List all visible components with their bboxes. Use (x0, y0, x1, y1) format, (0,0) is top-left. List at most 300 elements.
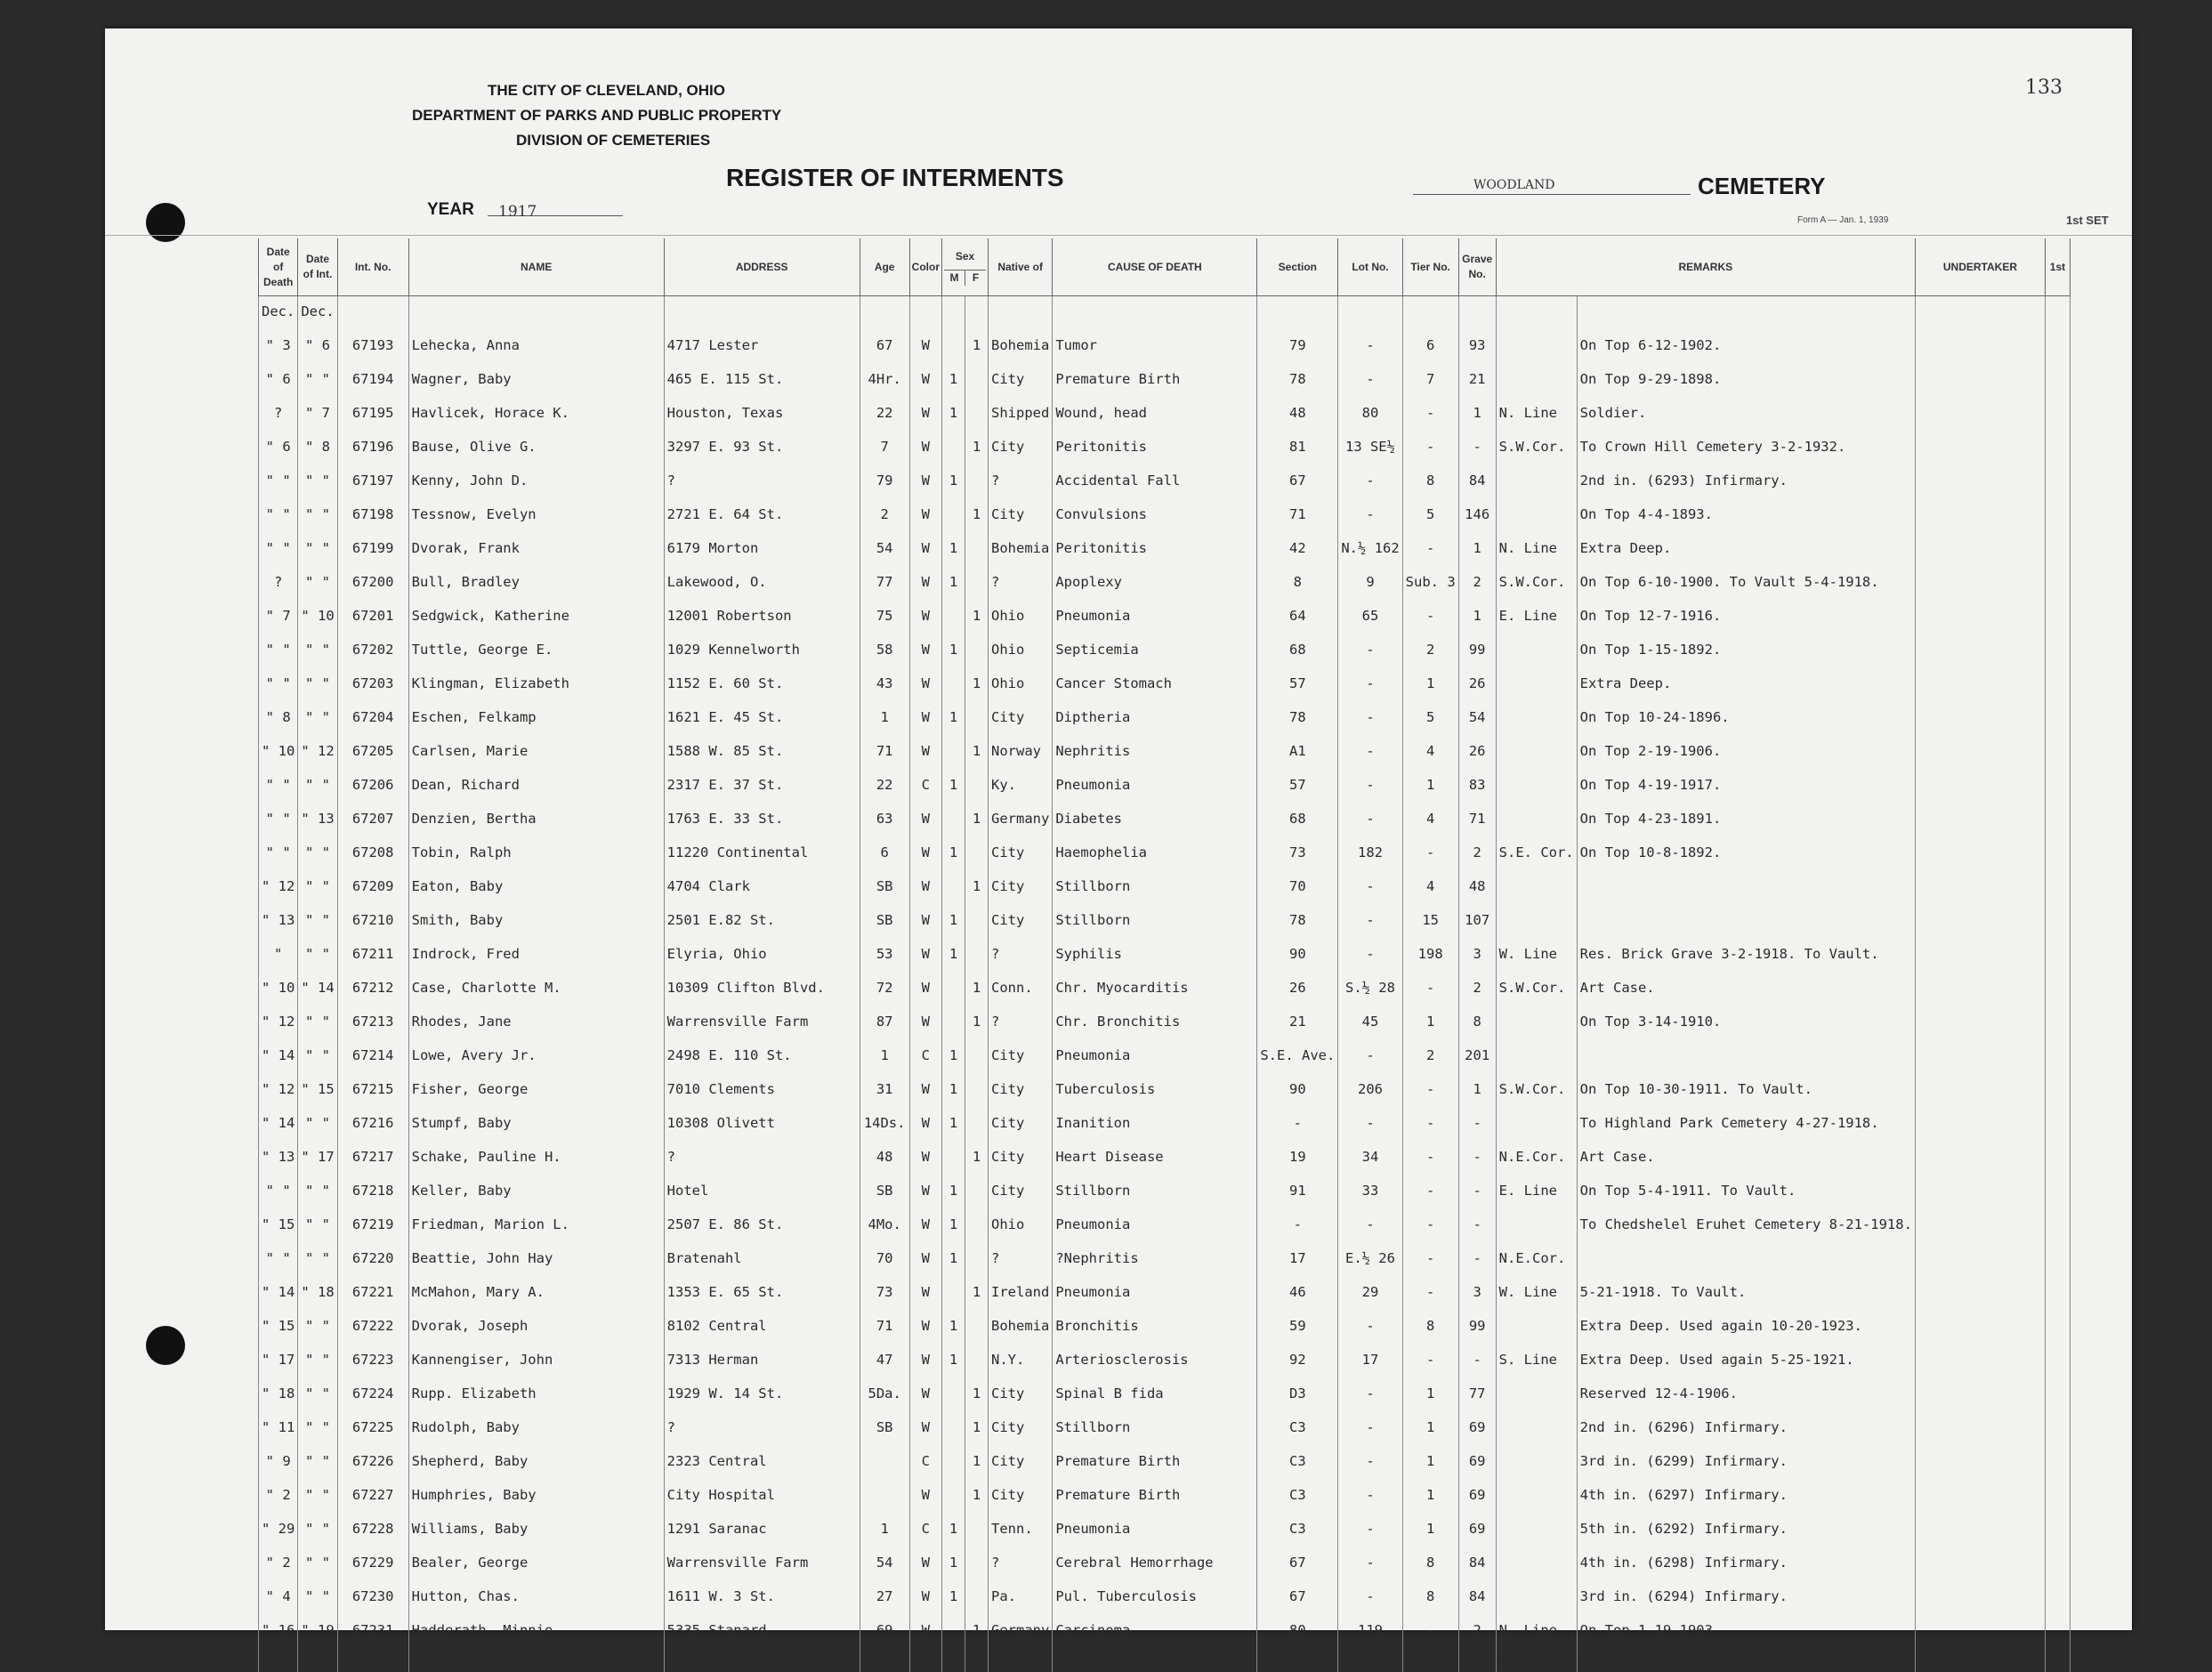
cell-date-of-death: " 4 (259, 1571, 298, 1604)
cell-extra (2045, 725, 2070, 759)
cell-undertaker (1915, 1165, 2045, 1199)
register-title: REGISTER OF INTERMENTS (726, 164, 1064, 192)
cell-sex-m (942, 1368, 965, 1401)
cell-remarks: 2nd in. (6296) Infirmary. (1577, 1401, 1915, 1435)
cell-sex-m (942, 1435, 965, 1469)
cell-tier-no: - (1402, 1199, 1458, 1232)
cell-undertaker (1915, 319, 2045, 353)
cell-lot-no: - (1338, 658, 1402, 691)
cell-sex-f (965, 1063, 989, 1097)
cell-remarks: Extra Deep. (1577, 658, 1915, 691)
cell-name: Williams, Baby (408, 1503, 664, 1537)
division-heading: DIVISION OF CEMETERIES (516, 132, 710, 149)
table-row (259, 1232, 2071, 1266)
cell-grave-no: 26 (1458, 725, 1496, 759)
cell-address: 10308 Olivett (664, 1097, 860, 1131)
cell-address: 5335 Stanard (664, 1604, 860, 1638)
table-row (259, 296, 2071, 320)
cell-color: C (909, 1030, 941, 1063)
cell-tier-no: 4 (1402, 793, 1458, 827)
cell-tier-no: - (1402, 1334, 1458, 1368)
cell-extra (2045, 1604, 2070, 1638)
cell-lot-no: - (1338, 455, 1402, 489)
cell-tier-no: 8 (1402, 455, 1458, 489)
cell-date-of-death: " " (259, 827, 298, 860)
cell-cause-of-death: Stillborn (1053, 1165, 1257, 1199)
cell-sex-m (942, 996, 965, 1030)
cell-cause-of-death: Pneumonia (1053, 1503, 1257, 1537)
cell-date-of-int: " " (298, 1537, 337, 1571)
year-label: YEAR (427, 200, 474, 220)
cell-name: Smith, Baby (408, 894, 664, 928)
cell-date-of-int: " " (298, 1199, 337, 1232)
cell-native-of: Pa. (989, 1571, 1053, 1604)
cell-sex-f (965, 1232, 989, 1266)
cell-undertaker (1915, 996, 2045, 1030)
cell-remarks: On Top 10-30-1911. To Vault. (1577, 1063, 1915, 1097)
cell-address: 1611 W. 3 St. (664, 1571, 860, 1604)
cell-section: 81 (1257, 421, 1338, 455)
cell-section (1257, 296, 1338, 320)
cell-section: 17 (1257, 1232, 1338, 1266)
cell-date-of-int: " " (298, 556, 337, 590)
cell-tier-no: 5 (1402, 489, 1458, 522)
cell-undertaker (1915, 894, 2045, 928)
cell-age: 31 (860, 1063, 909, 1097)
cell-int-no: 67224 (337, 1368, 408, 1401)
cell-grave-no: 3 (1458, 928, 1496, 962)
cell-cause-of-death: Bronchitis (1053, 1300, 1257, 1334)
cell-extra (2045, 455, 2070, 489)
cell-section: 59 (1257, 1300, 1338, 1334)
cell-native-of: Ky. (989, 759, 1053, 793)
cell-name: Hadderath, Minnie (408, 1604, 664, 1638)
cell-color: W (909, 353, 941, 387)
cell-date-of-death: " " (259, 1232, 298, 1266)
cell-lot-no: - (1338, 1435, 1402, 1469)
cell-cause-of-death: Premature Birth (1053, 1435, 1257, 1469)
cell-age: 1 (860, 691, 909, 725)
cell-remarks-location (1496, 1368, 1577, 1401)
cell-remarks-location (1496, 1199, 1577, 1232)
cell-remarks-location: N.E.Cor. (1496, 1232, 1577, 1266)
cell-undertaker (1915, 1571, 2045, 1604)
cell-date-of-int: " " (298, 1232, 337, 1266)
cell-grave-no: 48 (1458, 860, 1496, 894)
cell-age: 67 (860, 319, 909, 353)
table-row (259, 928, 2071, 962)
cell-age: 53 (860, 928, 909, 962)
cell-extra (2045, 658, 2070, 691)
cell-date-of-death: " 16 (259, 1604, 298, 1638)
cell-cause-of-death: Tuberculosis (1053, 1063, 1257, 1097)
cell-int-no: 67223 (337, 1334, 408, 1368)
cell-sex-f: 1 (965, 489, 989, 522)
cell-remarks: Extra Deep. Used again 5-25-1921. (1577, 1334, 1915, 1368)
binder-hole-bottom (146, 1326, 185, 1365)
cell-date-of-death: " 8 (259, 691, 298, 725)
cell-section: 26 (1257, 962, 1338, 996)
col-extra: 1st (2045, 238, 2070, 296)
cell-date-of-int: " " (298, 1334, 337, 1368)
cell-name: Rupp. Elizabeth (408, 1368, 664, 1401)
cell-remarks: On Top 12-7-1916. (1577, 590, 1915, 624)
cell-int-no: 67208 (337, 827, 408, 860)
cell-undertaker (1915, 489, 2045, 522)
cell-native-of: Ohio (989, 658, 1053, 691)
cell-remarks-location (1496, 1571, 1577, 1604)
cell-lot-no (1338, 296, 1402, 320)
cell-extra (2045, 827, 2070, 860)
cell-address: Bratenahl (664, 1232, 860, 1266)
cell-lot-no: - (1338, 860, 1402, 894)
cell-cause-of-death: Pneumonia (1053, 1266, 1257, 1300)
cell-extra (2045, 1266, 2070, 1300)
cell-tier-no: 15 (1402, 894, 1458, 928)
cell-grave-no: 77 (1458, 1368, 1496, 1401)
cell-sex-f (965, 1165, 989, 1199)
cell-extra (2045, 1571, 2070, 1604)
cell-grave-no: - (1458, 1097, 1496, 1131)
cell-lot-no: - (1338, 1199, 1402, 1232)
cell-date-of-death: " 29 (259, 1503, 298, 1537)
table-row (259, 860, 2071, 894)
col-sex-subheads (944, 270, 986, 286)
table-row (259, 1300, 2071, 1334)
cell-lot-no: - (1338, 1368, 1402, 1401)
cell-remarks-location: S. Line (1496, 1638, 1577, 1672)
cell-section: 67 (1257, 455, 1338, 489)
cell-name: Stumpf, Baby (408, 1097, 664, 1131)
cell-int-no: 67196 (337, 421, 408, 455)
cell-undertaker (1915, 590, 2045, 624)
cell-name: Case, Charlotte M. (408, 962, 664, 996)
cell-date-of-int: " " (298, 522, 337, 556)
cell-native-of: Bohemia (989, 319, 1053, 353)
cell-native-of: City (989, 353, 1053, 387)
table-row (259, 1571, 2071, 1604)
cell-remarks: On Top 5-4-1911. To Vault. (1577, 1165, 1915, 1199)
cell-name: Beattie, John Hay (408, 1232, 664, 1266)
cell-sex-m (942, 658, 965, 691)
cell-native-of: Ohio (989, 1199, 1053, 1232)
cell-color: C (909, 759, 941, 793)
cell-lot-no: - (1338, 1503, 1402, 1537)
cell-cause-of-death: Chr. Myocarditis (1053, 962, 1257, 996)
cell-date-of-int: " 17 (298, 1131, 337, 1165)
cell-tier-no: - (1402, 1604, 1458, 1638)
cell-tier-no: 8 (1402, 1537, 1458, 1571)
cell-address: 1029 Kennelworth (664, 624, 860, 658)
cell-section: C3 (1257, 1401, 1338, 1435)
cell-sex-f: 1 (965, 658, 989, 691)
cell-remarks: On Top 6-10-1900. To Vault 5-4-1918. (1577, 556, 1915, 590)
cell-extra (2045, 759, 2070, 793)
table-row (259, 1266, 2071, 1300)
cell-remarks-location (1496, 691, 1577, 725)
cell-tier-no: - (1402, 1266, 1458, 1300)
cell-undertaker (1915, 1435, 2045, 1469)
table-row (259, 962, 2071, 996)
cell-sex-m: 1 (942, 1063, 965, 1097)
cell-int-no: 67218 (337, 1165, 408, 1199)
cell-lot-no: 182 (1338, 827, 1402, 860)
cell-remarks: To Highland Park Cemetery 4-27-1918. (1577, 1097, 1915, 1131)
cell-lot-no: - (1338, 1469, 1402, 1503)
cemetery-underline (1413, 194, 1691, 195)
cell-date-of-int: " " (298, 353, 337, 387)
cell-date-of-int: " 10 (298, 590, 337, 624)
cell-date-of-death: " " (259, 1165, 298, 1199)
cell-name: Eaton, Baby (408, 860, 664, 894)
cell-sex-f (965, 1199, 989, 1232)
cell-undertaker (1915, 1063, 2045, 1097)
cell-remarks: On Top 4-23-1891. (1577, 793, 1915, 827)
cell-address: Warrensville Farm (664, 996, 860, 1030)
table-row (259, 1199, 2071, 1232)
col-remarks: REMARKS (1496, 238, 1915, 296)
cell-undertaker (1915, 1232, 2045, 1266)
cell-tier-no: 4 (1402, 725, 1458, 759)
table-row (259, 1537, 2071, 1571)
cell-section: 48 (1257, 387, 1338, 421)
cell-lot-no: 13 SE½ (1338, 421, 1402, 455)
cell-grave-no: - (1458, 1165, 1496, 1199)
cell-lot-no: - (1338, 1571, 1402, 1604)
cell-sex-m (942, 1604, 965, 1638)
cell-remarks: On Top 10-8-1892. (1577, 827, 1915, 860)
cell-tier-no: - (1402, 1063, 1458, 1097)
cell-tier-no: 4 (1402, 860, 1458, 894)
header-rule (105, 235, 2132, 236)
cell-color: W (909, 489, 941, 522)
cell-color: W (909, 1266, 941, 1300)
cell-date-of-death: " 13 (259, 894, 298, 928)
cell-extra (2045, 1097, 2070, 1131)
cell-name: Denzien, Bertha (408, 793, 664, 827)
cell-date-of-int: " " (298, 1368, 337, 1401)
cell-age: 5Da. (860, 1368, 909, 1401)
cell-color: W (909, 421, 941, 455)
cell-cause-of-death: Cerebral Hemorrhage (1053, 1537, 1257, 1571)
cell-date-of-int: " " (298, 860, 337, 894)
cell-date-of-death: " (259, 928, 298, 962)
cell-remarks: Res. Brick Grave 3-2-1918. To Vault. (1577, 928, 1915, 962)
cell-section: 79 (1257, 319, 1338, 353)
col-tier-no: Tier No. (1402, 238, 1458, 296)
cell-name: McMahon, Mary A. (408, 1266, 664, 1300)
cell-cause-of-death: Pul. Tuberculosis (1053, 1571, 1257, 1604)
cell-address: 1621 E. 45 St. (664, 691, 860, 725)
cell-address: 6179 Morton (664, 522, 860, 556)
cell-date-of-int: " " (298, 1435, 337, 1469)
cell-color: W (909, 556, 941, 590)
cell-sex-f: 1 (965, 1638, 989, 1672)
cell-int-no: 67199 (337, 522, 408, 556)
cell-tier-no: 1 (1402, 658, 1458, 691)
cell-extra (2045, 894, 2070, 928)
cell-section: 8 (1257, 556, 1338, 590)
cell-age: 79 (860, 455, 909, 489)
cell-extra (2045, 1199, 2070, 1232)
cell-extra (2045, 1063, 2070, 1097)
cell-name: Keller, Baby (408, 1165, 664, 1199)
cell-address: Houston, Texas (664, 387, 860, 421)
cell-native-of: Bohemia (989, 522, 1053, 556)
cell-age (860, 296, 909, 320)
cell-remarks-location (1496, 1097, 1577, 1131)
cell-color: W (909, 1131, 941, 1165)
cell-tier-no: - (1402, 827, 1458, 860)
cell-extra (2045, 1469, 2070, 1503)
cell-sex-f: 1 (965, 1368, 989, 1401)
cell-sex-f (965, 1097, 989, 1131)
cell-cause-of-death: Pneumonia (1053, 1030, 1257, 1063)
cell-cause-of-death: Accidental Fall (1053, 455, 1257, 489)
cell-sex-m: 1 (942, 1030, 965, 1063)
cell-cause-of-death: Pneumonia (1053, 1199, 1257, 1232)
cell-color: W (909, 1537, 941, 1571)
cell-date-of-death: " 11 (259, 1401, 298, 1435)
cell-cause-of-death: Chr. Bronchitis (1053, 996, 1257, 1030)
cell-native-of: City (989, 1368, 1053, 1401)
cell-sex-f (965, 759, 989, 793)
cell-date-of-int: " " (298, 455, 337, 489)
cell-undertaker (1915, 421, 2045, 455)
cell-remarks: On Top 4-19-1917. (1577, 759, 1915, 793)
cell-remarks-location: N. Line (1496, 522, 1577, 556)
cell-undertaker (1915, 827, 2045, 860)
cell-remarks: On Top 3-14-1910. (1577, 996, 1915, 1030)
cell-int-no: 67225 (337, 1401, 408, 1435)
cell-section: 67 (1257, 1571, 1338, 1604)
table-row (259, 353, 2071, 387)
col-date-of-death: Date of Death (259, 238, 298, 296)
cell-sex-f (965, 928, 989, 962)
cell-sex-f: 1 (965, 962, 989, 996)
cell-name: Eschen, Felkamp (408, 691, 664, 725)
cell-section: C3 (1257, 1435, 1338, 1469)
cell-age (860, 1435, 909, 1469)
cell-grave-no: - (1458, 1638, 1496, 1672)
cell-name: Shepherd, Baby (408, 1435, 664, 1469)
cell-grave-no: 71 (1458, 793, 1496, 827)
cell-color: W (909, 962, 941, 996)
cell-extra (2045, 1638, 2070, 1672)
cell-sex-f: 1 (965, 996, 989, 1030)
cell-remarks: On Top 1-19-1903. (1577, 1604, 1915, 1638)
cell-remarks-location (1496, 1435, 1577, 1469)
cell-section: 21 (1257, 996, 1338, 1030)
cell-age: 4Mo. (860, 1199, 909, 1232)
cell-date-of-death: " 14 (259, 1030, 298, 1063)
cell-undertaker (1915, 962, 2045, 996)
cell-date-of-int: " 7 (298, 387, 337, 421)
cell-color: W (909, 1199, 941, 1232)
cell-native-of: Conn. (989, 962, 1053, 996)
table-row (259, 1165, 2071, 1199)
cell-tier-no: 2 (1402, 624, 1458, 658)
cell-date-of-death: " 2 (259, 1537, 298, 1571)
cell-tier-no: 1 (1402, 1401, 1458, 1435)
cell-color: W (909, 1063, 941, 1097)
cell-color: W (909, 1097, 941, 1131)
cell-lot-no: - (1338, 725, 1402, 759)
cell-section: 64 (1257, 590, 1338, 624)
cell-section: C3 (1257, 1469, 1338, 1503)
cell-remarks-location: S. Line (1496, 1334, 1577, 1368)
cell-section: 90 (1257, 1063, 1338, 1097)
cell-date-of-death: " 13 (259, 1131, 298, 1165)
cell-sex-m: 1 (942, 1097, 965, 1131)
cell-address (664, 296, 860, 320)
cell-date-of-death: " " (259, 489, 298, 522)
col-sex (942, 238, 989, 296)
cell-cause-of-death: Peritonitis (1053, 421, 1257, 455)
cell-remarks: On Top 6-12-1902. (1577, 319, 1915, 353)
cell-section: 78 (1257, 353, 1338, 387)
cell-remarks-location (1496, 1401, 1577, 1435)
cell-grave-no: 2 (1458, 556, 1496, 590)
cell-color: W (909, 1638, 941, 1672)
cell-tier-no: Sub. 2 (1402, 1638, 1458, 1672)
cell-grave-no: 69 (1458, 1435, 1496, 1469)
cell-lot-no: 29 (1338, 1266, 1402, 1300)
cell-undertaker (1915, 1638, 2045, 1672)
cell-remarks: Reserved 12-4-1906. (1577, 1368, 1915, 1401)
cell-native-of: City (989, 860, 1053, 894)
cell-native-of: Germany (989, 1638, 1053, 1672)
cell-name: Lehecka, Anna (408, 319, 664, 353)
cell-extra (2045, 1368, 2070, 1401)
cell-sex-m: 1 (942, 1503, 965, 1537)
cell-date-of-death: " 2 (259, 1469, 298, 1503)
cell-tier-no: 1 (1402, 1469, 1458, 1503)
cell-name: Kenny, John D. (408, 455, 664, 489)
cell-name: Indrock, Fred (408, 928, 664, 962)
cell-color: W (909, 624, 941, 658)
cell-remarks: 2nd in. (6293) Infirmary. (1577, 455, 1915, 489)
cell-native-of: Bohemia (989, 1300, 1053, 1334)
cell-date-of-int: " 18 (298, 1266, 337, 1300)
cell-grave-no: 54 (1458, 691, 1496, 725)
cell-date-of-death: " 18 (259, 1368, 298, 1401)
cell-date-of-death: " " (259, 658, 298, 691)
cell-grave-no: 1 (1458, 1063, 1496, 1097)
table-row (259, 658, 2071, 691)
cell-cause-of-death: Spinal B fida (1053, 1368, 1257, 1401)
cell-remarks-location: N. Line (1496, 1604, 1577, 1638)
set-label: 1st SET (2066, 214, 2109, 227)
cell-int-no: 67198 (337, 489, 408, 522)
cell-section: 57 (1257, 759, 1338, 793)
cell-age (860, 1469, 909, 1503)
cell-sex-f: 1 (965, 1604, 989, 1638)
col-cause-of-death: CAUSE OF DEATH (1053, 238, 1257, 296)
cell-address: 11220 Continental (664, 827, 860, 860)
cell-cause-of-death (1053, 296, 1257, 320)
cell-remarks: 3rd in. (6299) Infirmary. (1577, 1435, 1915, 1469)
cell-extra (2045, 1300, 2070, 1334)
cell-address: 12001 Robertson (664, 590, 860, 624)
cell-remarks: Soldier. (1577, 387, 1915, 421)
cell-lot-no: - (1338, 759, 1402, 793)
cell-undertaker (1915, 1537, 2045, 1571)
cell-name: Braun, Katherine (408, 1638, 664, 1672)
cell-remarks-location: W. Line (1496, 1266, 1577, 1300)
table-row (259, 1503, 2071, 1537)
cell-extra (2045, 387, 2070, 421)
